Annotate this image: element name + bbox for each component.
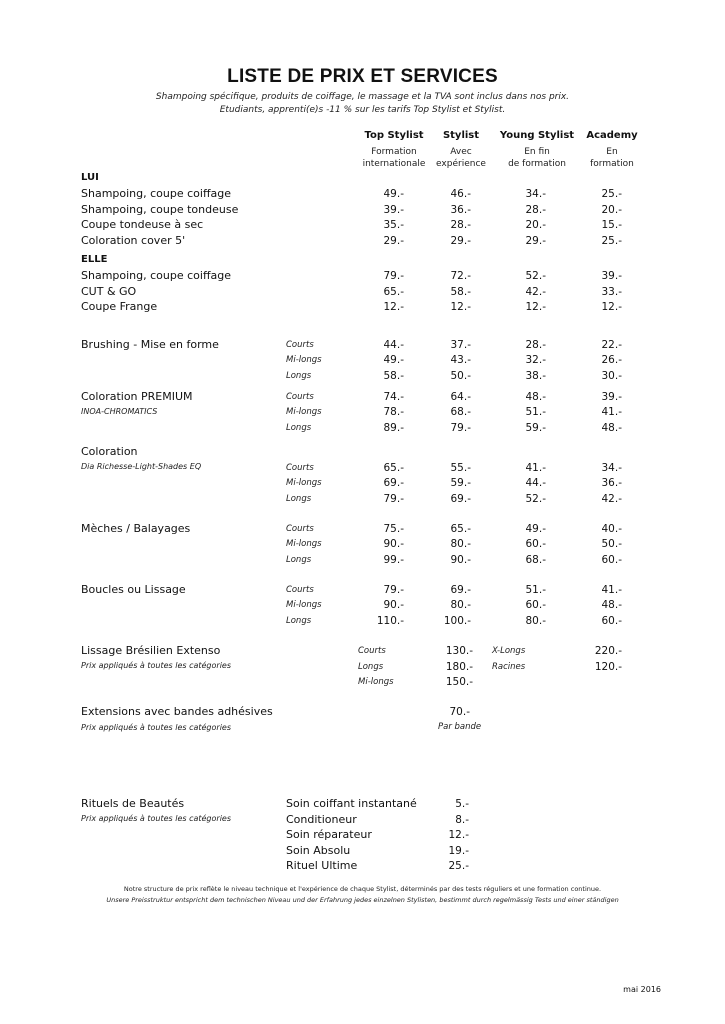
length-label: Racines (492, 661, 526, 672)
length-label: Courts (358, 646, 386, 656)
price-cell: 69.- (383, 477, 404, 490)
length-label: Mi-longs (286, 539, 322, 550)
date-label: mai 2016 (623, 985, 661, 994)
length-label: X-Longs (492, 646, 526, 656)
ritual-name: Soin Absolu (286, 843, 351, 857)
price-cell: 69.- (450, 584, 471, 596)
column-header: Academy (586, 130, 638, 141)
price-cell: 90.- (383, 538, 404, 551)
service-group-note: Prix appliqués à toutes les catégories (81, 814, 232, 823)
column-subheader: Formation (371, 147, 417, 157)
service-name: Shampoing, coupe coiffage (81, 269, 232, 282)
column-subheader: En (606, 147, 618, 157)
ritual-name: Soin réparateur (286, 828, 372, 841)
price-cell: 30.- (601, 369, 622, 382)
price-cell: 74.- (383, 391, 404, 403)
price-cell: 19.- (448, 844, 469, 857)
price-cell: 36.- (601, 477, 622, 490)
length-label: Mi-longs (358, 677, 394, 687)
price-cell: 60.- (601, 553, 622, 566)
price-cell: 180.- (445, 660, 473, 673)
length-label: Longs (286, 493, 312, 504)
price-cell: 49.- (525, 523, 546, 535)
price-cell: 55.- (450, 462, 471, 474)
price-cell: 51.- (525, 584, 546, 596)
length-label: Mi-longs (286, 478, 322, 489)
length-label: Courts (286, 392, 314, 402)
price-cell: 72.- (450, 270, 471, 282)
price-cell: 28.- (525, 203, 546, 216)
service-name: Coloration cover 5' (81, 233, 186, 247)
price-cell: 43.- (450, 354, 471, 367)
subtitle-line: Etudiants, apprenti(e)s -11 % sur les tarifs Top Stylist et Stylist. (219, 105, 506, 115)
ritual-name: Rituel Ultime (286, 859, 358, 872)
price-cell: 25.- (601, 188, 622, 200)
price-cell: 42.- (525, 285, 546, 298)
price-cell: 12.- (601, 301, 622, 313)
price-cell: 5.- (455, 798, 469, 810)
service-name: Coupe Frange (81, 300, 158, 313)
column-subheader: internationale (362, 159, 426, 169)
price-cell: 46.- (450, 188, 471, 200)
service-name: Shampoing, coupe tondeuse (81, 202, 239, 216)
price-cell: 65.- (383, 285, 404, 298)
price-cell: 110.- (376, 614, 404, 627)
service-group-note: Prix appliqués à toutes les catégories (81, 661, 232, 670)
price-cell: 26.- (601, 354, 622, 367)
length-label: Longs (286, 370, 312, 381)
column-subheader: En fin (524, 147, 550, 157)
price-cell: 79.- (450, 421, 471, 434)
price-cell: 33.- (601, 285, 622, 298)
price-cell: 120.- (594, 660, 622, 673)
column-header: Stylist (442, 130, 480, 141)
price-cell: 59.- (450, 477, 471, 490)
price-cell: 52.- (525, 492, 546, 505)
length-label: Mi-longs (286, 600, 322, 611)
column-subheader: expérience (436, 159, 486, 169)
length-label: Mi-longs (286, 355, 322, 366)
service-group-name: Mèches / Balayages (81, 522, 191, 535)
price-cell: 80.- (450, 599, 471, 612)
price-cell: 25.- (601, 234, 622, 247)
price-cell: 12.- (450, 301, 471, 313)
price-cell: 41.- (601, 584, 622, 596)
price-cell: 22.- (601, 339, 622, 351)
price-cell: 65.- (450, 523, 471, 535)
price-cell: 78.- (383, 406, 404, 419)
price-cell: 25.- (448, 860, 469, 872)
price-cell: 48.- (601, 599, 622, 612)
service-group-name: Lissage Brésilien Extenso (81, 644, 221, 657)
price-cell: 68.- (525, 553, 546, 566)
price-cell: 80.- (450, 538, 471, 551)
section-label-lui: LUI (81, 172, 99, 183)
price-cell: 41.- (525, 462, 546, 474)
price-cell: 75.- (383, 523, 404, 535)
length-label: Longs (286, 554, 312, 565)
price-cell: 100.- (443, 614, 471, 627)
price-cell: 49.- (383, 354, 404, 367)
price-cell: 60.- (525, 538, 546, 551)
price-cell: 65.- (383, 462, 404, 474)
service-name: CUT & GO (81, 284, 137, 298)
price-cell: 90.- (383, 599, 404, 612)
price-cell: 39.- (601, 391, 622, 403)
price-cell: 60.- (601, 614, 622, 627)
price-cell: 79.- (383, 270, 404, 282)
price-cell: 39.- (601, 270, 622, 282)
price-cell: 41.- (601, 406, 622, 419)
length-label: Mi-longs (286, 407, 322, 418)
service-name: Shampoing, coupe coiffage (81, 187, 232, 200)
service-group-name: Coloration PREMIUM (81, 390, 193, 403)
price-cell: 32.- (525, 354, 546, 367)
service-group-name: Coloration (81, 445, 138, 458)
price-cell: 50.- (601, 538, 622, 551)
price-cell: 12.- (448, 829, 469, 841)
length-label: Courts (286, 340, 314, 350)
price-cell: 80.- (525, 614, 546, 627)
service-name: Coupe tondeuse à sec (81, 218, 204, 231)
price-cell: 79.- (383, 584, 404, 596)
length-label: Courts (286, 585, 314, 595)
price-cell: 29.- (383, 234, 404, 247)
price-cell: 8.- (455, 813, 469, 826)
price-cell: 42.- (601, 492, 622, 505)
subtitle-line: Shampoing spécifique, produits de coiffage, le massage et la TVA sont inclus dans nos prix. (155, 92, 570, 102)
length-label: Longs (286, 615, 312, 626)
length-label: Longs (286, 422, 312, 433)
price-cell: 28.- (525, 339, 546, 351)
price-cell: 20.- (601, 203, 622, 216)
length-label: Longs (358, 661, 384, 672)
price-cell: 44.- (383, 339, 404, 351)
price-cell: 12.- (383, 301, 404, 313)
price-cell: 69.- (450, 492, 471, 505)
price-cell: 28.- (450, 219, 471, 231)
price-cell: 150.- (445, 676, 473, 688)
price-cell: 49.- (383, 188, 404, 200)
price-cell: 50.- (450, 369, 471, 382)
price-cell: 60.- (525, 599, 546, 612)
price-cell: 48.- (525, 391, 546, 403)
price-cell: 40.- (601, 523, 622, 535)
service-group-name: Extensions avec bandes adhésives (81, 705, 273, 718)
price-cell: 68.- (450, 406, 471, 419)
length-label: Courts (286, 463, 314, 473)
price-cell: 64.- (450, 391, 471, 403)
price-cell: 44.- (525, 477, 546, 490)
footer-line: Notre structure de prix reflète le niveau technique et l'expérience de chaque Stylist, déterminés par des tests réguliers et une formation continue. (123, 885, 602, 893)
price-cell: 34.- (525, 188, 546, 200)
ritual-name: Conditioneur (286, 812, 357, 826)
price-cell: 29.- (450, 234, 471, 247)
section-label-elle: ELLE (81, 254, 108, 265)
footer-line: Unsere Preisstruktur entspricht dem technischen Niveau und der Erfahrung jedes einzelnen Stylisten, bestimmt durch regelmässig Tests und einer ständigen (106, 896, 619, 904)
price-cell: 130.- (445, 645, 473, 657)
length-label: Courts (286, 524, 314, 534)
price-cell: 20.- (525, 219, 546, 231)
price-cell: 34.- (601, 462, 622, 474)
price-cell: 89.- (383, 421, 404, 434)
price-cell: 39.- (383, 203, 404, 216)
price-cell: 12.- (525, 301, 546, 313)
price-cell: 58.- (450, 285, 471, 298)
price-cell: 48.- (601, 421, 622, 434)
price-cell: 37.- (450, 339, 471, 351)
service-group-note: INOA-CHROMATICS (81, 407, 158, 416)
service-group-name: Boucles ou Lissage (81, 583, 186, 596)
price-cell: 58.- (383, 369, 404, 382)
column-header: Young Stylist (499, 130, 575, 141)
price-cell: 99.- (383, 553, 404, 566)
price-cell: 38.- (525, 369, 546, 382)
price-cell: 59.- (525, 421, 546, 434)
price-cell: 35.- (383, 219, 404, 231)
service-group-name: Brushing - Mise en forme (81, 338, 219, 351)
ritual-name: Soin coiffant instantané (286, 797, 417, 810)
price-cell: 36.- (450, 203, 471, 216)
price-cell: 15.- (601, 219, 622, 231)
service-group-note: Prix appliqués à toutes les catégories (81, 723, 232, 732)
column-header: Top Stylist (364, 130, 424, 141)
column-subheader: Avec (450, 147, 472, 157)
column-subheader: de formation (508, 159, 566, 169)
service-group-note: Dia Richesse-Light-Shades EQ (81, 462, 202, 471)
price-cell: 220.- (594, 645, 622, 657)
price-cell: 70.- (449, 706, 470, 718)
price-cell: 90.- (450, 553, 471, 566)
unit-label: Par bande (438, 722, 482, 732)
column-subheader: formation (590, 159, 634, 169)
price-cell: 79.- (383, 492, 404, 505)
price-cell: 29.- (525, 234, 546, 247)
service-group-name: Rituels de Beautés (81, 797, 185, 810)
page-title: LISTE DE PRIX ET SERVICES (227, 66, 498, 87)
price-cell: 52.- (525, 270, 546, 282)
price-cell: 51.- (525, 406, 546, 419)
